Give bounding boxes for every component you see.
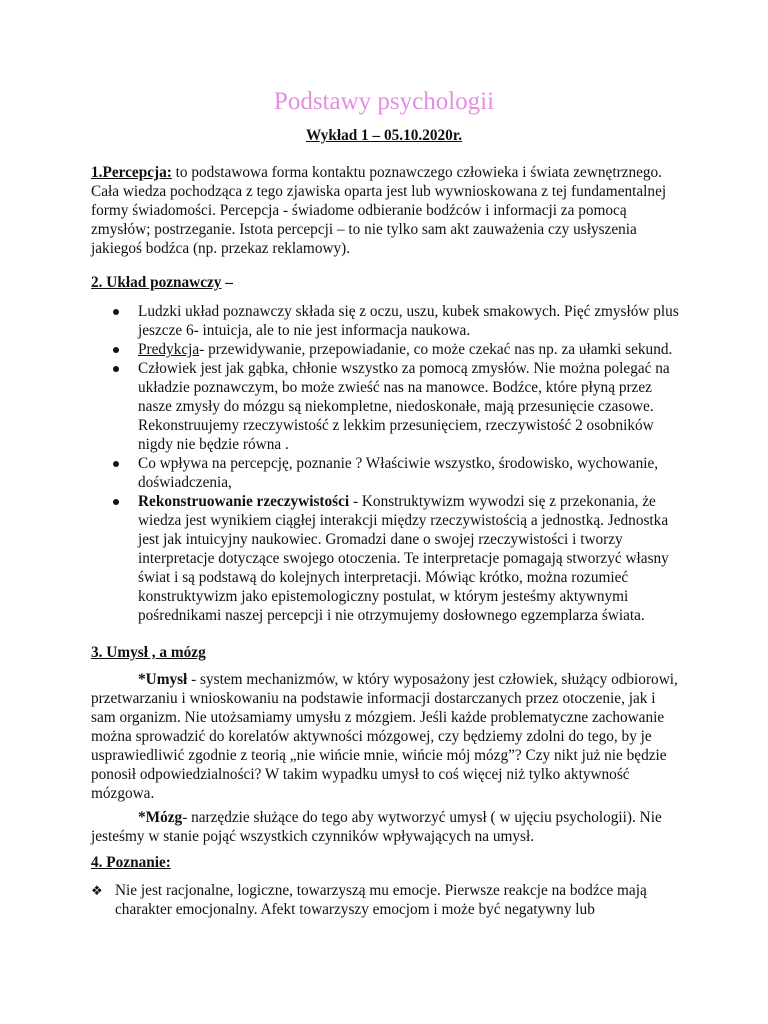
list-item-text: Ludzki układ poznawczy składa się z oczu, uszu, kubek smakowych. Pięć zmysłów plus jeszcze 6- intuicja, ale to nie jest informacja naukowa. xyxy=(138,303,679,339)
diamond-bullet-icon: ❖ xyxy=(91,883,103,898)
section-cognitive-system-dash: – xyxy=(221,274,233,291)
cognitive-system-list xyxy=(91,302,683,625)
list-item-term: Predykcja xyxy=(138,341,200,358)
lecture-subtitle: Wykład 1 – 05.10.2020r. xyxy=(305,127,463,144)
list-item-text: - Konstruktywizm wywodzi się z przekonania, że wiedza jest wynikiem ciągłej interakcji między rzeczywistością a jednostką. Jednostka jest jak intuicyjny naukowiec. Gromadzi dane o swojej rzeczywistości i tworzy interpretacje dotyczące swojego otoczenia. Te interpretacje pomagają stworzyć własny świat i są podstawą do kolejnych interpretacji. Mówiąc krótko, można rozumieć konstruktywizm jako epistemologiczny postulat, w którym jesteśmy aktywnymi pośrednikami naszej percepcji i nie otrzymujemy dosłownego egzemplarza świata. xyxy=(138,493,669,624)
bullet-icon xyxy=(113,366,119,372)
section-cognitive-system-title: 2. Układ poznawczy xyxy=(91,274,222,291)
list-item-text: - przewidywanie, przepowiadanie, co może czekać nas np. za ułamki sekund. xyxy=(199,341,673,358)
list-item xyxy=(91,454,683,492)
brain-term: *Mózg xyxy=(138,809,183,826)
mind-paragraph xyxy=(91,670,681,803)
section-perception-heading: 1.Percepcja: xyxy=(91,164,172,181)
cognition-list-item xyxy=(91,881,707,919)
bullet-icon xyxy=(113,499,119,505)
section-mind-brain-heading xyxy=(91,643,206,662)
bullet-icon xyxy=(113,309,119,315)
brain-paragraph xyxy=(91,808,681,846)
list-item xyxy=(91,340,683,359)
brain-text: - narzędzie służące do tego aby wytworzyć umysł ( w ujęciu psychologii). Nie jesteśmy w stanie pojąć wszystkich czynników wpływających na umysł. xyxy=(91,809,662,845)
cognition-item-text: Nie jest racjonalne, logiczne, towarzyszą mu emocje. Pierwsze reakcje na bodźce mają charakter emocjonalny. Afekt towarzyszy emocjom i może być negatywny lub xyxy=(115,882,647,918)
section-perception-text: to podstawowa forma kontaktu poznawczego człowieka i świata zewnętrznego. Cała wiedza pochodząca z tego zjawiska oparta jest lub wywnioskowana z tej fundamentalnej formy świadomości. Percepcja - świadome odbieranie bodźców i informacji za pomocą zmysłów; postrzeganie. Istota percepcji – to nie tylko sam akt zauważenia czy usłyszenia jakiegoś bodźca (np. przekaz reklamowy). xyxy=(91,164,667,257)
bullet-icon xyxy=(113,461,119,467)
section-cognitive-system-heading xyxy=(91,273,233,292)
document-title: Podstawy psychologii xyxy=(273,88,495,115)
section-perception xyxy=(91,163,681,258)
section-cognition-heading xyxy=(91,853,171,872)
list-item-text: Człowiek jest jak gąbka, chłonie wszystko za pomocą zmysłów. Nie można polegać na układzie poznawczym, bo może zwieść nas na manowce. Bodźce, które płyną przez nasze zmysły do mózgu są niekompletne, niedoskonałe, mają przesunięcie czasowe. Rekonstruujemy rzeczywistość z lekkim przesunięciem, rzeczywistość 2 osobników nigdy nie będzie równa . xyxy=(138,360,670,453)
list-item xyxy=(91,359,683,454)
bullet-icon xyxy=(113,347,119,353)
list-item xyxy=(91,302,683,340)
mind-text: - system mechanizmów, w który wyposażony jest człowiek, służący odbiorowi, przetwarzaniu i wnioskowaniu na podstawie informacji dostarczanych przez otoczenie, jak i sam organizm. Nie utożsamiamy umysłu z mózgiem. Jeśli każde problematyczne zachowanie można sprowadzić do korelatów aktywności mózgowej, czy będziemy zdolni do tego, by je usprawiedliwić zgodnie z teorią „nie wińcie mnie, wińcie mój mózg”? Czy nikt już nie będzie ponosił odpowiedzialności? W takim wypadku umysł to coś więcej niż tylko aktywność mózgowa. xyxy=(91,671,678,802)
list-item xyxy=(91,492,683,625)
section-mind-brain-title: 3. Umysł , a mózg xyxy=(91,644,206,661)
list-item-text: Co wpływa na percepcję, poznanie ? Właściwie wszystko, środowisko, wychowanie, doświadczenia, xyxy=(138,455,659,491)
mind-term: *Umysł xyxy=(138,671,188,688)
section-cognition-title: 4. Poznanie: xyxy=(91,854,171,871)
list-item-term: Rekonstruowanie rzeczywistości xyxy=(138,493,350,510)
